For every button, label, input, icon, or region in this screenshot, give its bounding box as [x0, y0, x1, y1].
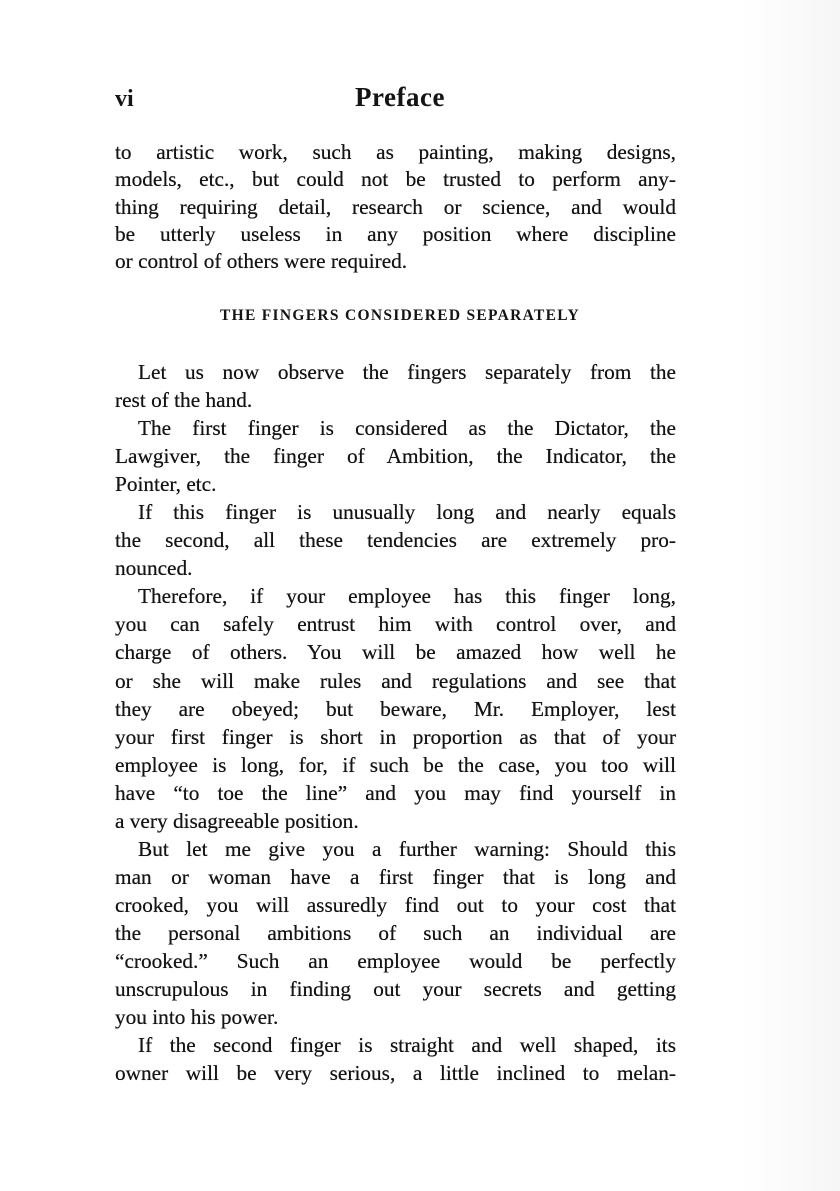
text-line: you can safely entrust him with control over, and — [115, 612, 676, 637]
intro-text — [115, 139, 676, 275]
text-line: Lawgiver, the finger of Ambition, the Indicator, the — [115, 444, 676, 469]
text-line: Pointer, etc. — [115, 472, 217, 497]
text-line: be utterly useless in any position where discipline — [115, 221, 676, 246]
body-text — [115, 358, 676, 1087]
text-line: to artistic work, such as painting, making designs, — [115, 140, 676, 164]
text-line: The first finger is considered as the Dictator, the — [138, 416, 676, 441]
text-line: But let me give you a further warning: Should this — [138, 836, 676, 861]
text-line: the second, all these tendencies are extremely pro- — [115, 528, 676, 553]
text-line: they are obeyed; but beware, Mr. Employer, lest — [115, 696, 676, 721]
text-line: a very disagreeable position. — [115, 808, 359, 833]
text-line: the personal ambitions of such an individual are — [115, 920, 676, 945]
text-line: man or woman have a first finger that is long and — [115, 864, 676, 889]
section-heading: THE FINGERS CONSIDERED SEPARATELY — [219, 307, 580, 324]
text-line: rest of the hand. — [115, 388, 253, 413]
text-line: If this finger is unusually long and nearly equals — [138, 500, 676, 525]
text-line: owner will be very serious, a little inclined to melan- — [115, 1061, 676, 1086]
text-line: charge of others. You will be amazed how well he — [115, 640, 676, 665]
text-line: crooked, you will assuredly find out to your cost that — [115, 892, 676, 917]
paragraph — [115, 582, 676, 834]
text-line: “crooked.” Such an employee would be perfectly — [115, 948, 676, 973]
paragraph — [115, 139, 676, 275]
text-line: thing requiring detail, research or science, and would — [115, 194, 676, 219]
text-line: or she will make rules and regulations and see that — [115, 668, 676, 693]
text-line: or control of others were required. — [115, 249, 408, 274]
paragraph — [115, 358, 676, 414]
running-title: Preface — [355, 82, 445, 112]
text-line: models, etc., but could not be trusted to perform any- — [115, 167, 676, 192]
text-line: your first finger is short in proportion as that of your — [115, 724, 676, 749]
paragraph — [115, 498, 676, 582]
text-line: If the second finger is straight and well shaped, its — [138, 1033, 676, 1058]
text-line: unscrupulous in finding out your secrets and getting — [115, 977, 676, 1002]
text-line: Therefore, if your employee has this finger long, — [138, 584, 676, 609]
text-line: employee is long, for, if such be the case, you too will — [115, 752, 676, 777]
paragraph — [115, 414, 676, 498]
text-line: you into his power. — [115, 1005, 279, 1030]
page-number: vi — [115, 86, 134, 112]
paragraph — [115, 835, 676, 1031]
text-line: nounced. — [115, 556, 193, 581]
text-line: have “to toe the line” and you may find yourself in — [115, 780, 676, 805]
text-line: Let us now observe the fingers separately from the — [138, 360, 676, 384]
paragraph — [115, 1031, 676, 1087]
